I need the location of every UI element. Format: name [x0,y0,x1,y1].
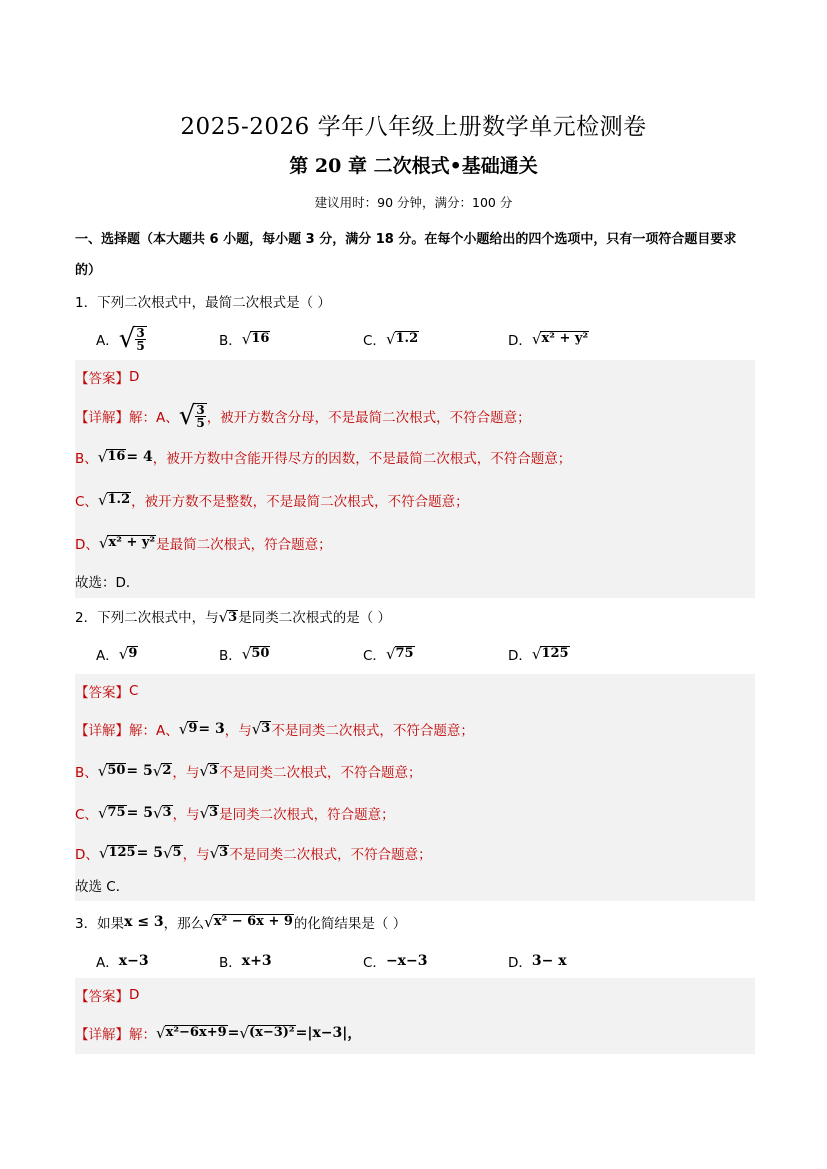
q2-option-b [219,637,270,671]
detail-prefix: D、 [75,537,99,553]
sqrt-icon: √ [251,719,262,738]
option-label: D． [508,648,532,664]
detail-tag: 【详解】 [75,723,129,739]
answer-value: D [129,369,140,385]
stem-text: 的化简结果是（ ） [293,916,407,932]
stem-text: 是同类二次根式的是（ ） [238,610,391,626]
radicand: 16 [251,331,270,347]
sqrt-icon: √ [241,329,252,348]
option-label: C． [363,648,386,664]
radicand: 1.2 [107,492,131,508]
equation: = 4 [126,449,153,465]
answer-tag: 【答案】 [75,371,129,387]
sqrt-icon: √ [204,912,214,931]
sqrt-icon: √ [97,761,108,780]
equation: = 5 [126,763,153,779]
sqrt-icon: √ [239,1023,249,1042]
radical [242,331,271,346]
radicand: 5 [172,845,182,861]
radical [99,535,156,550]
sqrt-icon: √ [98,533,109,552]
sqrt-icon: √ [199,803,210,822]
sqrt-icon: √ [97,803,108,822]
detail-text: 不是同类二次根式，不符合题意； [229,847,432,863]
sqrt-icon: √ [209,843,220,862]
q3-option-c [363,944,428,978]
q2-option-c [363,637,415,671]
radical [210,845,230,860]
question-2-options [96,637,756,671]
sqrt-icon: √ [156,1023,166,1042]
equals: = [295,1025,308,1041]
sqrt-icon: √ [531,329,542,348]
radical [386,331,419,346]
q1-option-c [363,322,419,356]
radical [532,646,570,661]
detail-prefix: C、 [75,494,98,510]
radicand: x² + y² [108,535,156,551]
radicand: 3 [228,609,238,625]
stem-text: 3．如果 [75,916,125,932]
option-label: B． [219,648,242,664]
radical [99,845,137,860]
option-label: A． [96,333,119,349]
sqrt-icon: √ [178,401,196,431]
radicand: 3 [162,805,172,821]
detail-prefix: B、 [75,451,98,467]
q2-detail-a [75,712,474,746]
radical [163,845,183,860]
option-label: D． [508,955,532,971]
answer-value: D [129,987,140,1003]
q1-conclusion: 故选：D． [75,575,140,591]
detail-prefix: C、 [75,807,98,823]
radical [156,1025,228,1040]
q2-detail-c [75,796,395,830]
radical [200,805,220,820]
radicand: 75 [395,646,414,662]
radicand: 3 [261,721,271,737]
radical [179,721,199,736]
sqrt-icon: √ [241,644,252,663]
option-label: C． [363,955,386,971]
q2-detail-d [75,836,432,870]
q3-option-b [219,944,272,978]
sqrt-icon: √ [162,843,173,862]
q3-solution-box [75,978,755,1054]
equation: = 3 [198,721,225,737]
sqrt-icon: √ [97,447,108,466]
q1-detail-b [75,440,571,474]
option-expr: −x−3 [385,953,428,969]
radical [532,331,589,346]
question-3-stem [75,912,406,932]
question-1-options [96,322,756,356]
chapter-subtitle: 第 20 章 二次根式•基础通关 [289,155,538,177]
option-expr: x+3 [241,953,272,969]
answer-tag: 【答案】 [75,685,129,701]
radicand: 1.2 [395,331,419,347]
radicand: (x−3)² [248,1025,295,1041]
q1-detail-c [75,483,469,517]
radical [239,1025,295,1040]
section-heading: 一、选择题（本大题共 6 小题，每小题 3 分，满分 18 分。在每个小题给出的四个选项中，只有一项符合题目要求的） [75,232,737,278]
radical [98,492,131,507]
option-label: B． [219,333,242,349]
page-title: 2025-2026 学年八年级上册数学单元检测卷 [180,114,647,140]
detail-text: ，被开方数含分母，不是最简二次根式，不符合题意； [206,410,531,426]
q3-option-a [96,944,149,978]
detail-text: ，与 [224,723,252,739]
equals: = [227,1025,240,1041]
radicand: 50 [107,763,126,779]
q1-option-b [219,322,270,356]
sqrt-icon: √ [385,644,396,663]
question-2-stem [75,606,391,626]
radicand: 125 [541,646,569,662]
q2-solution-box [75,674,755,901]
answer-value: C [129,683,139,699]
radicand: 9 [188,721,198,737]
radical [242,646,271,661]
option-label: A． [96,955,119,971]
detail-text: ，与 [172,807,200,823]
detail-tag: 【详解】 [75,410,129,426]
sqrt-icon: √ [98,843,109,862]
sqrt-icon: √ [118,644,129,663]
numerator: 3 [136,326,145,340]
equation: = 5 [126,805,153,821]
radical [199,763,219,778]
q1-option-a [96,322,147,356]
radicand: 2 [162,763,172,779]
radicand: x²−6x+9 [165,1025,227,1041]
option-expr: 3− x [531,953,567,969]
stem-text: 2．下列二次根式中，与 [75,610,219,626]
radicand: 9 [128,646,138,662]
radicand: 75 [107,805,126,821]
radical [153,763,173,778]
sqrt-icon: √ [199,761,209,780]
detail-text: 是同类二次根式，符合题意； [219,807,395,823]
detail-text: ，与 [182,847,210,863]
q2-answer-line [75,674,138,708]
q3-detail [75,1014,361,1052]
q1-solution-box [75,360,755,598]
radical [98,805,127,820]
detail-text: 不是同类二次根式，不符合题意； [271,723,474,739]
q3-answer-line [75,978,139,1012]
option-label: C． [363,333,386,349]
radical [98,449,127,464]
radicand: 3 [208,763,218,779]
question-3-options [96,944,756,978]
q2-option-d [508,637,570,671]
radical [179,403,207,429]
detail-text: ，与 [172,765,200,781]
q3-option-d [508,944,567,978]
radical [119,326,147,352]
question-1-stem: 1．下列二次根式中，最简二次根式是（ ） [75,295,331,311]
sqrt-icon: √ [118,324,136,354]
q2-detail-b [75,754,422,788]
numerator: 3 [196,403,205,417]
detail-prefix: B、 [75,765,98,781]
detail-prefix: 解： [129,1027,156,1043]
q1-detail-a [75,394,531,438]
answer-tag: 【答案】 [75,989,129,1005]
radical [119,646,139,661]
radicand: x² + y² [541,331,589,347]
q1-option-d [508,322,589,356]
q1-answer-line [75,360,139,394]
detail-text: 不是同类二次根式，不符合题意； [219,765,422,781]
detail-text: ，被开方数不是整数，不是最简二次根式，不符合题意； [131,494,469,510]
detail-text: 是最简二次根式，符合题意； [156,537,332,553]
equation: = 5 [136,845,163,861]
radicand: x² − 6x + 9 [213,914,293,930]
detail-text: ，被开方数中含能开得尽方的因数，不是最简二次根式，不符合题意； [152,451,572,467]
sqrt-icon: √ [178,719,189,738]
q2-conclusion: 故选 C． [75,879,130,895]
denominator: 5 [196,416,205,430]
detail-prefix: D、 [75,847,99,863]
radical [219,610,239,625]
detail-prefix: 解：A、 [129,723,179,739]
sqrt-icon: √ [218,608,229,626]
sqrt-icon: √ [97,490,108,509]
radicand: 16 [107,449,126,465]
radical [98,763,127,778]
detail-prefix: 解：A、 [129,410,179,426]
option-label: A． [96,648,119,664]
trailing-comma: ， [347,1026,362,1042]
detail-tag: 【详解】 [75,1027,129,1043]
option-label: D． [508,333,532,349]
sqrt-icon: √ [385,329,396,348]
time-score-info: 建议用时：90 分钟，满分：100 分 [314,195,513,210]
radical [204,914,294,929]
q2-option-a [96,637,138,671]
condition: x ≤ 3 [124,914,164,930]
sqrt-icon: √ [531,644,542,663]
radicand: 50 [251,646,270,662]
radical [386,646,415,661]
option-label: B． [219,955,242,971]
option-expr: x−3 [118,953,149,969]
sqrt-icon: √ [152,803,163,822]
radical [252,721,272,736]
radicand: 125 [108,845,136,861]
absolute-value: |x−3| [307,1025,348,1041]
radicand: 3 [209,805,219,821]
radicand: 3 [219,845,229,861]
stem-text: ，那么 [163,916,205,932]
sqrt-icon: √ [152,761,163,780]
q1-detail-d [75,526,332,560]
radical [153,805,173,820]
denominator: 5 [136,339,145,353]
